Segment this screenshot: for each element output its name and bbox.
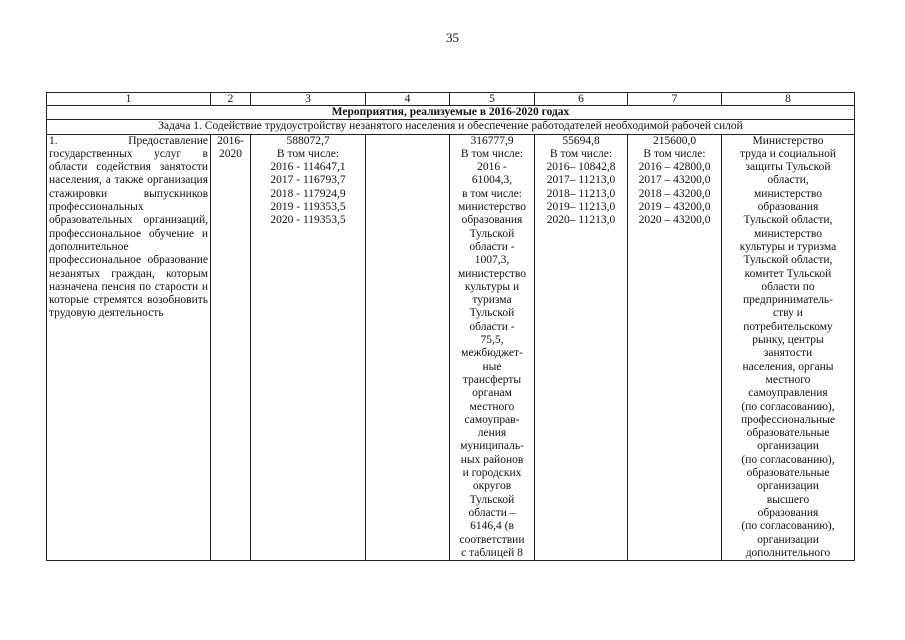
task-title: Задача 1. Содействие трудоустройству незанятого населения и обеспечение работодателей необходимой рабочей силой: [47, 120, 855, 134]
cell-line: труда и социальной: [739, 147, 837, 160]
cell-line: самоуправ-: [464, 413, 520, 426]
cell-line: 2016 – 42800,0: [638, 161, 711, 174]
cell-line: дополнительного: [745, 546, 831, 559]
cell-line: занятости: [763, 347, 813, 360]
cell-line: 2017– 11213,0: [546, 174, 616, 187]
cell-line: комитет Тульской: [744, 267, 832, 280]
cell-line: 1007,3,: [474, 254, 510, 267]
cell-line: В том числе:: [460, 147, 524, 160]
cell-line: образования: [757, 506, 819, 519]
activities-table: [46, 92, 855, 561]
table-row: [47, 134, 855, 561]
cell-line: 2018 – 43200,0: [638, 187, 711, 200]
cell-line: Тульской: [469, 227, 515, 240]
cell-line: образования: [461, 214, 523, 227]
cell-line: 2017 – 43200,0: [638, 174, 711, 187]
period-line: 2020: [219, 147, 242, 160]
cell-line: межбюджет-: [461, 347, 523, 360]
column-header: 2: [211, 93, 251, 106]
cell-line: (по согласованию),: [741, 400, 835, 413]
cell-line: образовательные: [746, 467, 830, 480]
cell-line: Тульской: [469, 493, 515, 506]
cell-line: 6146,4 (в: [470, 520, 514, 533]
local-funding-cell: [535, 134, 628, 561]
cell-line: в том числе:: [462, 187, 522, 200]
cell-line: 61004,3,: [471, 174, 513, 187]
cell-line: (по согласованию),: [741, 520, 835, 533]
cell-line: организации: [757, 440, 819, 453]
cell-line: трансферты: [462, 373, 522, 386]
cell-line: 75,5,: [480, 334, 504, 347]
cell-line: (по согласованию),: [741, 453, 835, 466]
cell-line: профессиональные: [741, 413, 835, 426]
cell-line: 2019– 11213,0: [546, 201, 616, 214]
column-header: 5: [450, 93, 535, 106]
cell-line: Тульской области,: [743, 254, 833, 267]
cell-line: образовательные: [746, 427, 830, 440]
cell-line: ные: [482, 360, 502, 373]
cell-line: населения, органы: [742, 360, 834, 373]
cell-line: организации: [757, 480, 819, 493]
cell-line: округов: [472, 480, 512, 493]
cell-line: 2019 – 43200,0: [638, 201, 711, 214]
cell-line: 588072,7: [286, 134, 330, 147]
cell-line: министерство: [458, 201, 526, 214]
cell-line: области -: [469, 240, 515, 253]
cell-line: 2020– 11213,0: [546, 214, 616, 227]
cell-line: 2016 - 114647,1: [270, 161, 346, 174]
cell-line: В том числе:: [643, 147, 706, 160]
column-header: 4: [366, 93, 450, 106]
cell-line: 2020 – 43200,0: [638, 214, 711, 227]
cell-line: местного: [469, 400, 515, 413]
cell-line: высшего: [766, 493, 810, 506]
cell-line: 2017 - 116793,7: [270, 174, 346, 187]
cell-line: организации: [757, 533, 819, 546]
cell-line: области –: [468, 506, 516, 519]
period-cell: [211, 134, 251, 561]
cell-line: защиты Тульской: [745, 161, 831, 174]
column-header: 3: [251, 93, 366, 106]
cell-line: В том числе:: [549, 147, 613, 160]
period-line: 2016-: [217, 134, 244, 147]
cell-line: Тульской: [469, 307, 515, 320]
cell-line: 215600,0: [652, 134, 697, 147]
column-header: 8: [722, 93, 855, 106]
cell-line: культуры и туризма: [739, 240, 837, 253]
responsible-executors-cell: [722, 134, 855, 561]
cell-line: с таблицей 8: [461, 546, 523, 559]
cell-line: местного: [765, 373, 811, 386]
total-funding-cell: [251, 134, 366, 561]
cell-line: органам: [472, 387, 512, 400]
cell-line: предприниматель-: [742, 294, 834, 307]
cell-line: потребительскому: [743, 320, 833, 333]
cell-line: рынку, центры: [752, 334, 824, 347]
regional-funding-cell: [450, 134, 535, 561]
cell-line: министерство: [458, 267, 526, 280]
column-header: 7: [628, 93, 722, 106]
section-title: Мероприятия, реализуемые в 2016-2020 годах: [47, 106, 855, 120]
cell-line: и городских: [462, 467, 522, 480]
column-header: 6: [535, 93, 628, 106]
cell-line: 316777,9: [470, 134, 514, 147]
activity-description: 1. Предоставление государственных услуг в области содействия занятости населения, а также организация стажировки выпускников профессиональных образовательных организаций, профессиональное обучение и дополнительное профессиональное образование незанятых граждан, которым назначена пенсия по старости и которые стремятся возобновить трудовую деятельность: [47, 134, 211, 561]
cell-line: туризма: [472, 294, 512, 307]
cell-line: 2020 - 119353,5: [270, 214, 346, 227]
cell-line: муниципаль-: [460, 440, 524, 453]
cell-line: соответствии: [459, 533, 525, 546]
cell-line: ству и: [773, 307, 803, 320]
cell-line: 2019 - 119353,5: [270, 201, 346, 214]
cell-line: области по: [761, 280, 815, 293]
cell-line: ных районов: [460, 453, 524, 466]
extrabudgetary-funding-cell: [628, 134, 722, 561]
cell-line: 2016– 10842,8: [546, 161, 616, 174]
cell-line: области,: [767, 174, 809, 187]
federal-funding-cell: [366, 134, 450, 561]
cell-line: 2018– 11213,0: [546, 187, 616, 200]
cell-line: министерство: [754, 227, 822, 240]
column-number-row: [47, 93, 855, 106]
cell-line: 55694,8: [562, 134, 600, 147]
page-number: 35: [446, 30, 459, 45]
cell-line: ления: [477, 427, 507, 440]
cell-line: образования: [757, 201, 819, 214]
cell-line: культуры и: [464, 280, 520, 293]
cell-line: самоуправления: [748, 387, 828, 400]
cell-line: Министерство: [752, 134, 824, 147]
cell-line: министерство: [754, 187, 822, 200]
cell-line: В том числе:: [276, 147, 340, 160]
cell-line: области -: [469, 320, 515, 333]
cell-line: Тульской области,: [743, 214, 833, 227]
cell-line: 2016 -: [477, 161, 507, 174]
cell-line: 2018 - 117924,9: [270, 187, 346, 200]
column-header: 1: [47, 93, 211, 106]
